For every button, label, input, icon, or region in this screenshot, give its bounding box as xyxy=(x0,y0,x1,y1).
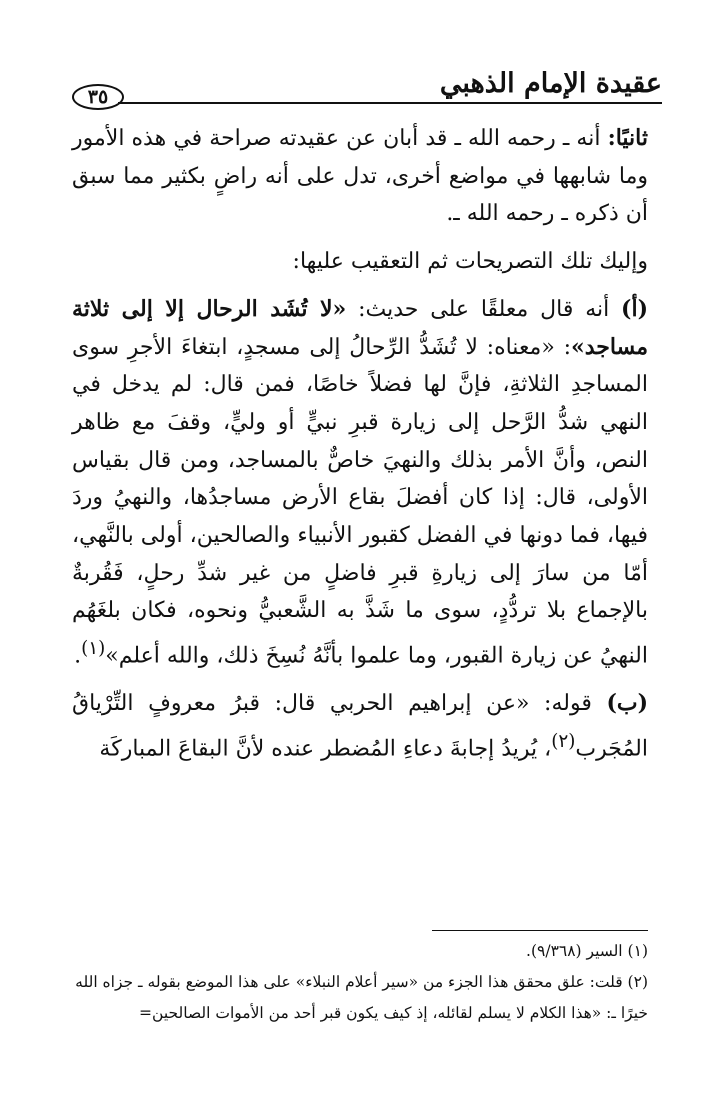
footnote-ref: (١) xyxy=(81,638,106,660)
footnote-2 xyxy=(72,967,648,1029)
paragraph-lead: ثانيًا: xyxy=(607,125,648,151)
paragraph-secondly xyxy=(72,120,648,233)
paragraph-text: وإليك تلك التصريحات ثم التعقيب عليها: xyxy=(292,249,648,275)
page-number: ٣٥ xyxy=(72,84,124,110)
header-rule xyxy=(118,102,662,104)
paragraph-lead: (ب) xyxy=(606,690,648,717)
paragraph-text: : «معناه: لا تُشَدُّ الرِّحالُ إلى مسجدٍ، ابتغاءَ الأجرِ سوى المساجدِ الثلاثةِ، فإنَّ لها فضلاً خاصًا، فمن قال: لم يدخل في النهي شدُّ الرَّحل إلى زيارة قبرِ نبيٍّ أو وليٍّ، وقفَ مع ظاهر النص، وأنَّ الأمر بذلك والنهيَ خاصٌّ بالمساجد، ومن قال بقياس الأولى، قال: إذا كان أفضلَ بقاع الأرض مساجدُها، والنهيُ وردَ فيها، فما دونها في الفضل كقبور الأنبياء والصالحين، أولى بالنَّهي، أمّا من سارَ إلى زيارةِ قبرِ فاضلٍ من غير شدِّ رحلٍ، فَقُربةٌ بالإجماع بلا تردُّدٍ، سوى ما شَذَّ به الشَّعبيُّ ونحوه، فكان بلغَهُم النهيُ عن زيارة القبور، وما علموا بأنَّهُ نُسِخَ ذلك، والله أعلم» xyxy=(72,334,648,669)
footnote-1 xyxy=(72,936,648,967)
footnote-divider xyxy=(432,930,648,931)
paragraph-b xyxy=(72,685,648,768)
paragraph-intro xyxy=(72,243,648,281)
footnote-ref: (٢) xyxy=(551,730,576,752)
footnote-marker: (٢) xyxy=(627,973,648,991)
footnote-text: السير (٩/٣٦٨). xyxy=(526,942,628,960)
paragraph-text: ، يُريدُ إجابةَ دعاءِ المُضطر عنده لأنَّ البقاعَ المباركَة xyxy=(99,736,552,762)
hadith-quote: «لا تُشَد الرحال إلا إلى ثلاثة مساجد» xyxy=(72,295,648,360)
footnote-text: قلت: علق محقق هذا الجزء من «سير أعلام النبلاء» على هذا الموضع بقوله ـ جزاه الله خيرًا ـ: «هذا الكلام لا يسلم لقائله، إذ كيف يكون قبر أحد من الأموات الصالحين= xyxy=(75,973,648,1022)
paragraph-a xyxy=(72,291,648,675)
paragraph-end: . xyxy=(74,643,82,669)
running-title: عقيدة الإمام الذهبي xyxy=(439,68,662,99)
main-text xyxy=(72,120,648,777)
paragraph-text: قوله: «عن إبراهيم الحربي قال: قبرُ معروفٍ التِّرْياقُ المُجَرب xyxy=(72,691,648,762)
footnotes xyxy=(72,936,648,1029)
paragraph-lead: (أ) xyxy=(621,295,648,322)
paragraph-text: أنه قال معلقًا على حديث: xyxy=(346,296,622,322)
paragraph-text: أنه ـ رحمه الله ـ قد أبان عن عقيدته صراحة في هذه الأمور وما شابهها في مواضع أخرى، تدل على أنه راضٍ بكثير مما سبق أن ذكره ـ رحمه الله ـ. xyxy=(72,126,648,227)
footnote-marker: (١) xyxy=(627,942,648,960)
running-header xyxy=(60,62,662,118)
